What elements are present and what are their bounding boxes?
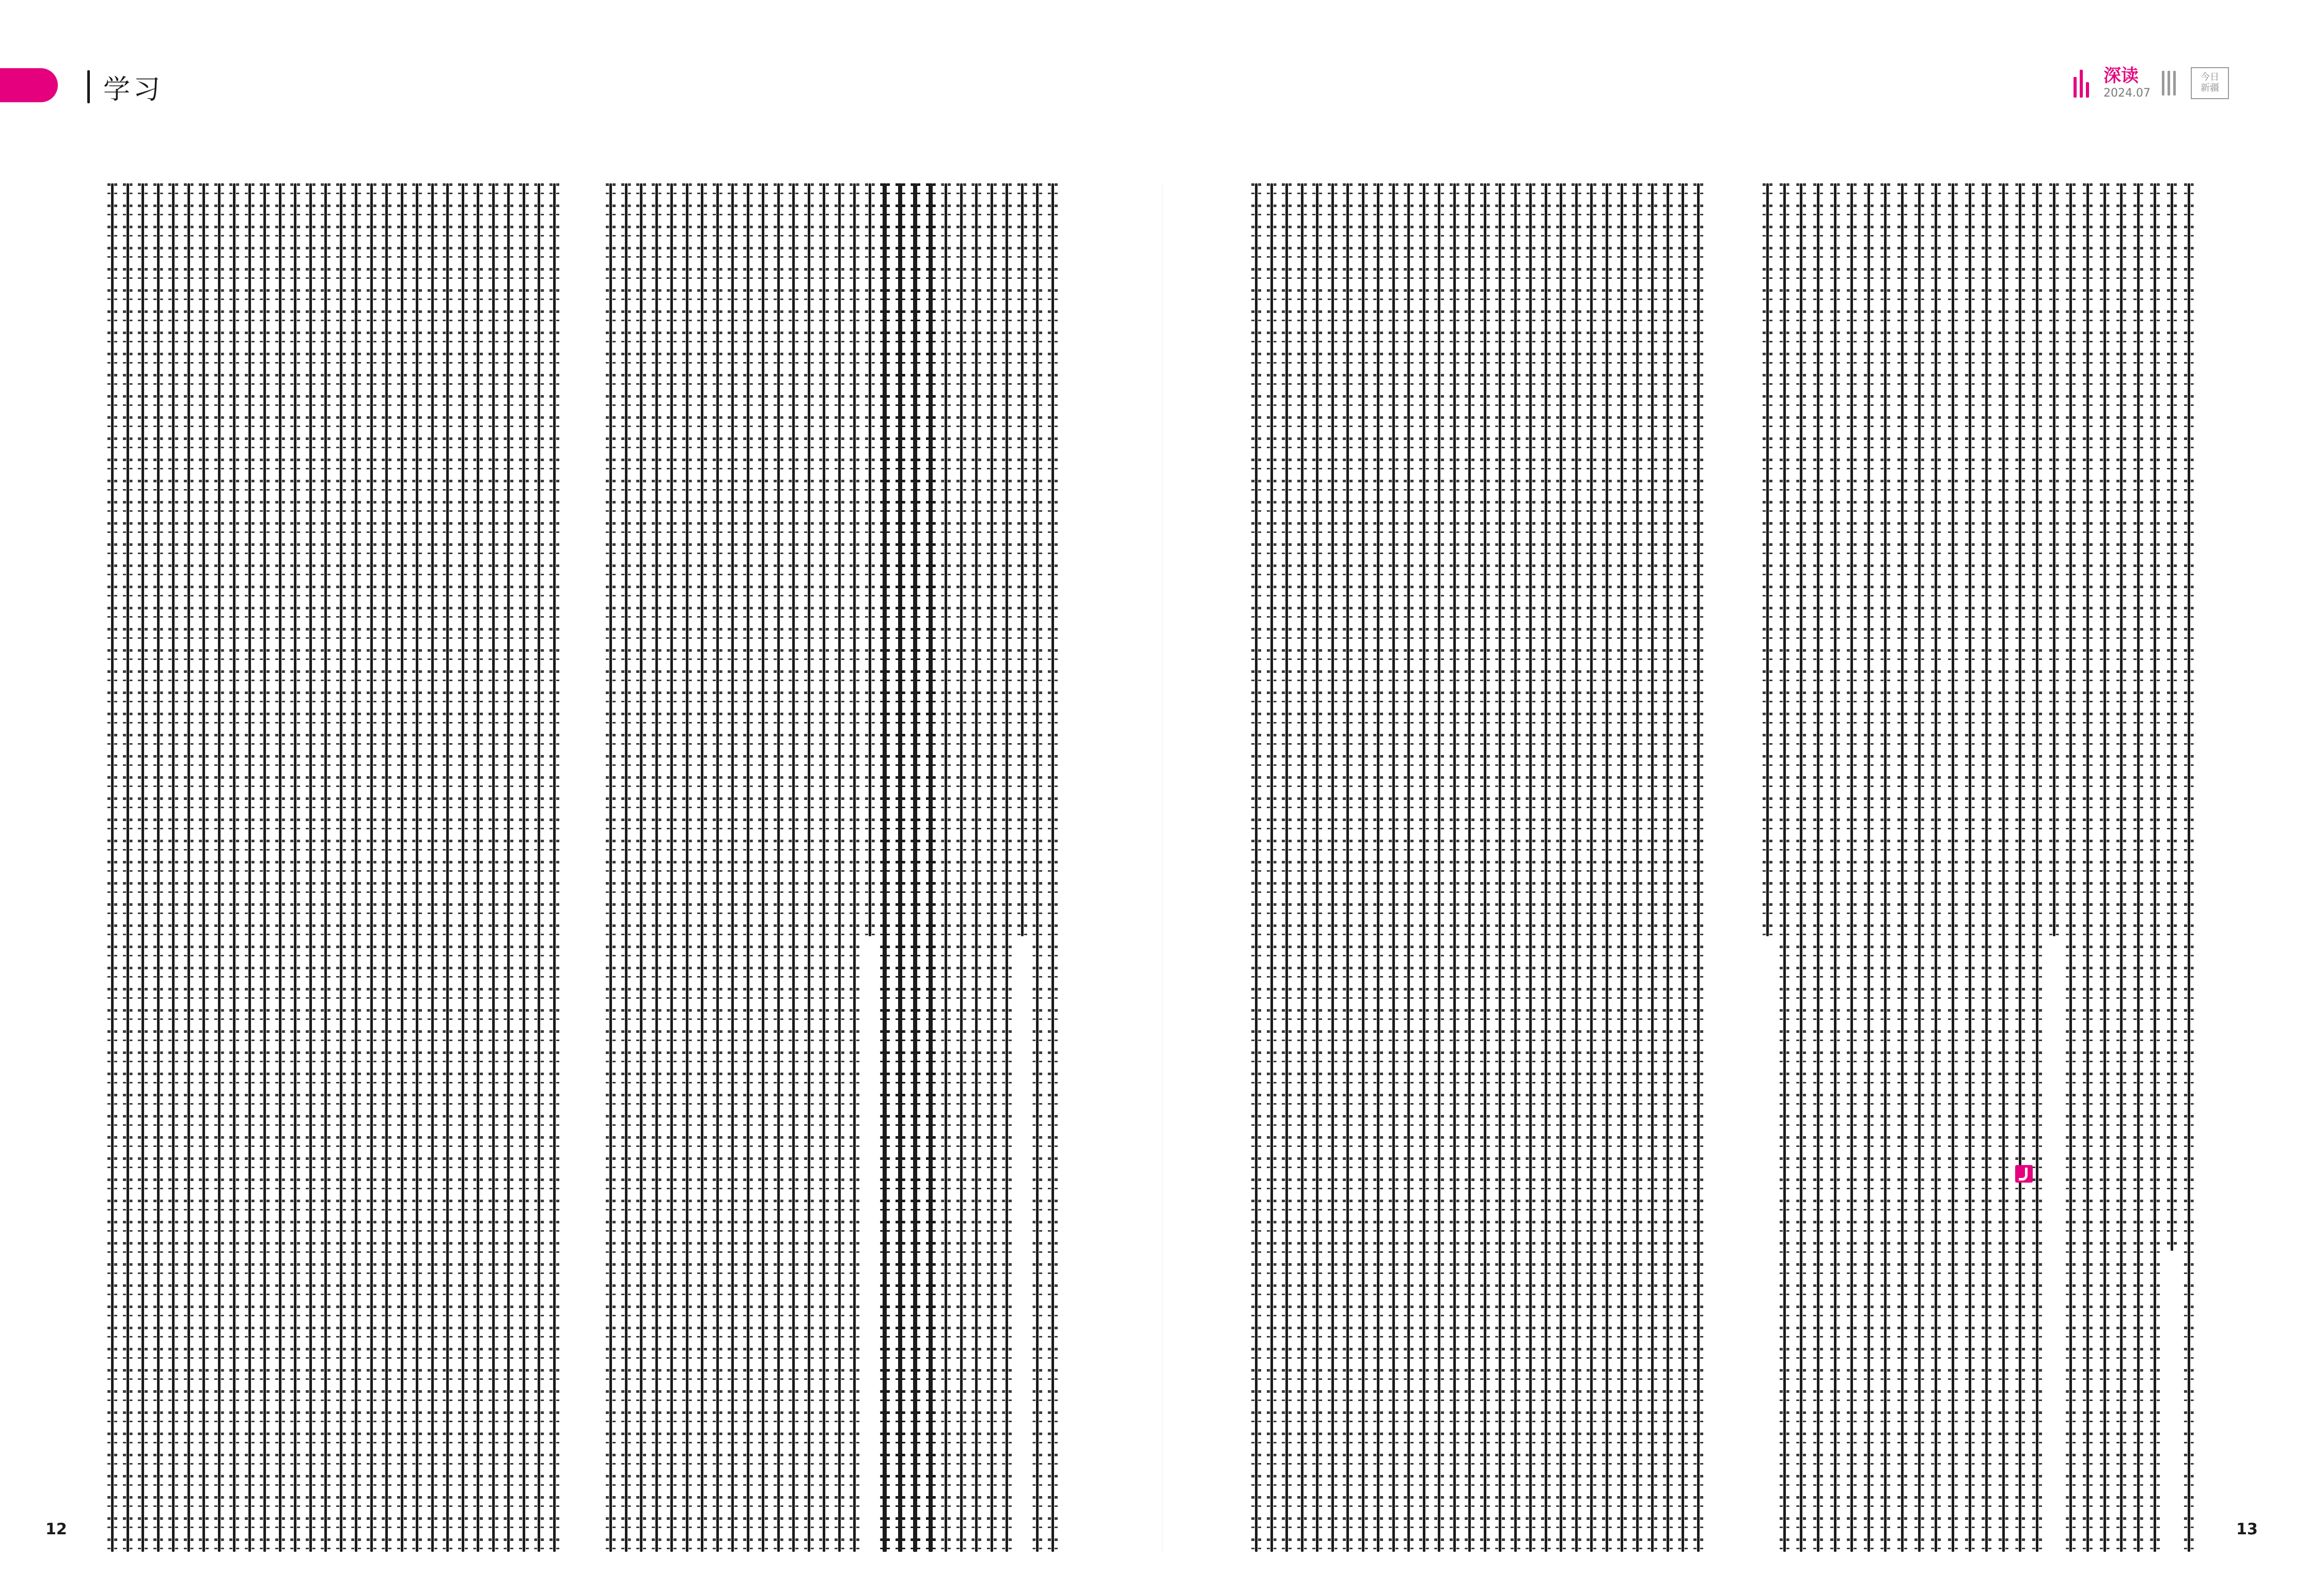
text-line — [878, 183, 891, 1552]
text-line — [228, 183, 240, 1552]
text-line — [1795, 183, 1807, 1552]
text-column-1 — [106, 183, 560, 1552]
text-line — [650, 183, 663, 1552]
text-line — [396, 183, 408, 1552]
text-line — [604, 183, 617, 1552]
text-line — [1357, 183, 1369, 1552]
publisher-logo — [2162, 67, 2229, 99]
text-line — [1418, 183, 1430, 1552]
text-line — [2048, 183, 2060, 936]
text-line — [197, 183, 210, 1552]
text-line — [787, 183, 799, 1552]
text-line — [1570, 183, 1582, 1552]
text-line — [258, 183, 271, 1552]
text-line — [909, 183, 921, 1552]
text-line — [1387, 183, 1400, 1552]
text-line — [1341, 183, 1354, 1552]
text-line — [726, 183, 739, 1552]
text-line — [1964, 183, 1976, 1552]
text-line — [136, 183, 149, 1552]
text-line — [426, 183, 438, 1552]
center-fold — [1162, 183, 1163, 1552]
text-line — [1509, 183, 1521, 1552]
text-line — [517, 183, 530, 1552]
text-line — [2014, 183, 2026, 1552]
text-line — [548, 183, 560, 1552]
logo-line-2: 新疆 — [2200, 83, 2219, 93]
text-line — [457, 183, 469, 1552]
text-line — [803, 183, 815, 1552]
text-line — [2064, 183, 2077, 1552]
text-line — [1845, 183, 1858, 1552]
text-line — [289, 183, 301, 1552]
text-line — [1692, 183, 1704, 1552]
brand-name: 深读 — [2103, 66, 2139, 86]
text-line — [1250, 183, 1262, 1552]
text-line — [1540, 183, 1552, 1552]
section-title-mongolian — [83, 70, 94, 103]
text-line — [1296, 183, 1308, 1552]
text-line — [2115, 183, 2127, 1552]
text-line — [757, 183, 769, 1552]
text-line — [2182, 183, 2195, 1552]
text-line — [742, 183, 754, 1552]
text-line — [1631, 183, 1643, 1552]
text-line — [665, 183, 678, 1552]
text-line — [2098, 183, 2111, 1552]
text-line — [1448, 183, 1461, 1552]
text-line — [1896, 183, 1908, 1552]
text-line — [1046, 183, 1059, 1552]
text-line — [1280, 183, 1293, 1552]
text-column-2 — [604, 183, 1059, 1552]
text-line — [1463, 183, 1475, 1552]
section-tab-icon — [0, 68, 58, 102]
text-line — [1812, 183, 1824, 1552]
text-line — [955, 183, 967, 1552]
text-line — [1016, 183, 1028, 936]
text-line — [487, 183, 499, 1552]
end-mark-icon — [2015, 1165, 2033, 1183]
text-line — [121, 183, 134, 1552]
text-line — [2165, 183, 2178, 1251]
brand-block — [2103, 67, 2150, 99]
page-header-right — [2074, 67, 2229, 99]
text-line — [243, 183, 256, 1552]
text-line — [106, 183, 118, 1552]
text-line — [1980, 183, 1992, 1552]
text-line — [319, 183, 332, 1552]
text-line — [1494, 183, 1506, 1552]
text-line — [681, 183, 693, 1552]
text-line — [502, 183, 514, 1552]
text-line — [1676, 183, 1689, 1552]
text-column-3 — [1250, 183, 1704, 1552]
text-line — [1600, 183, 1613, 1552]
text-line — [1031, 183, 1043, 1552]
text-line — [335, 183, 347, 1552]
issue-date: 2024.07 — [2103, 87, 2150, 100]
text-line — [1433, 183, 1445, 1552]
text-line — [365, 183, 378, 1552]
text-line — [1402, 183, 1415, 1552]
text-line — [1778, 183, 1791, 1552]
text-line — [532, 183, 545, 1552]
text-line — [1913, 183, 1925, 1552]
text-line — [2081, 183, 2094, 1552]
text-line — [2148, 183, 2161, 1552]
text-line — [1326, 183, 1339, 1552]
text-line — [1761, 183, 1773, 936]
text-line — [1997, 183, 2009, 1552]
page-header-left — [83, 66, 163, 107]
text-line — [833, 183, 845, 1552]
text-line — [985, 183, 998, 1552]
text-line — [970, 183, 982, 1552]
text-line — [1879, 183, 1891, 1552]
section-title: 学习 — [103, 74, 164, 105]
text-line — [1946, 183, 1959, 1552]
text-line — [380, 183, 392, 1552]
text-line — [1929, 183, 1942, 1552]
text-line — [696, 183, 708, 1552]
text-line — [1646, 183, 1658, 1552]
brand-mark-icon — [2074, 69, 2096, 98]
text-line — [1524, 183, 1536, 1552]
text-line — [1661, 183, 1674, 1552]
text-line — [304, 183, 317, 1552]
text-line — [1585, 183, 1597, 1552]
text-line — [2132, 183, 2144, 1552]
text-line — [848, 183, 860, 1552]
text-line — [1372, 183, 1384, 1552]
text-line — [939, 183, 952, 1552]
text-line — [1829, 183, 1841, 1552]
text-line — [863, 183, 876, 936]
text-line — [894, 183, 906, 1552]
logo-line-1: 今日 — [2200, 72, 2219, 83]
logo-chinese — [2191, 67, 2229, 99]
text-line — [411, 183, 423, 1552]
text-line — [1479, 183, 1491, 1552]
page-number-left: 12 — [45, 1520, 67, 1538]
text-line — [711, 183, 724, 1552]
text-column-4 — [1761, 183, 2195, 1552]
text-line — [167, 183, 179, 1552]
text-line — [1862, 183, 1875, 1552]
text-line — [620, 183, 632, 1552]
page-number-right: 13 — [2236, 1520, 2258, 1538]
text-line — [2031, 183, 2043, 1552]
text-line — [472, 183, 484, 1552]
text-line — [772, 183, 784, 1552]
logo-mongolian-mark — [2162, 69, 2186, 98]
text-line — [1311, 183, 1323, 1552]
text-line — [441, 183, 453, 1552]
text-line — [635, 183, 647, 1552]
text-line — [818, 183, 830, 1552]
text-line — [182, 183, 195, 1552]
text-line — [350, 183, 362, 1552]
text-line — [1554, 183, 1567, 1552]
text-line — [1615, 183, 1628, 1552]
text-line — [1000, 183, 1013, 1552]
text-line — [152, 183, 164, 1552]
text-line — [213, 183, 225, 1552]
text-line — [274, 183, 286, 1552]
text-line — [1265, 183, 1278, 1552]
text-line — [924, 183, 937, 1552]
